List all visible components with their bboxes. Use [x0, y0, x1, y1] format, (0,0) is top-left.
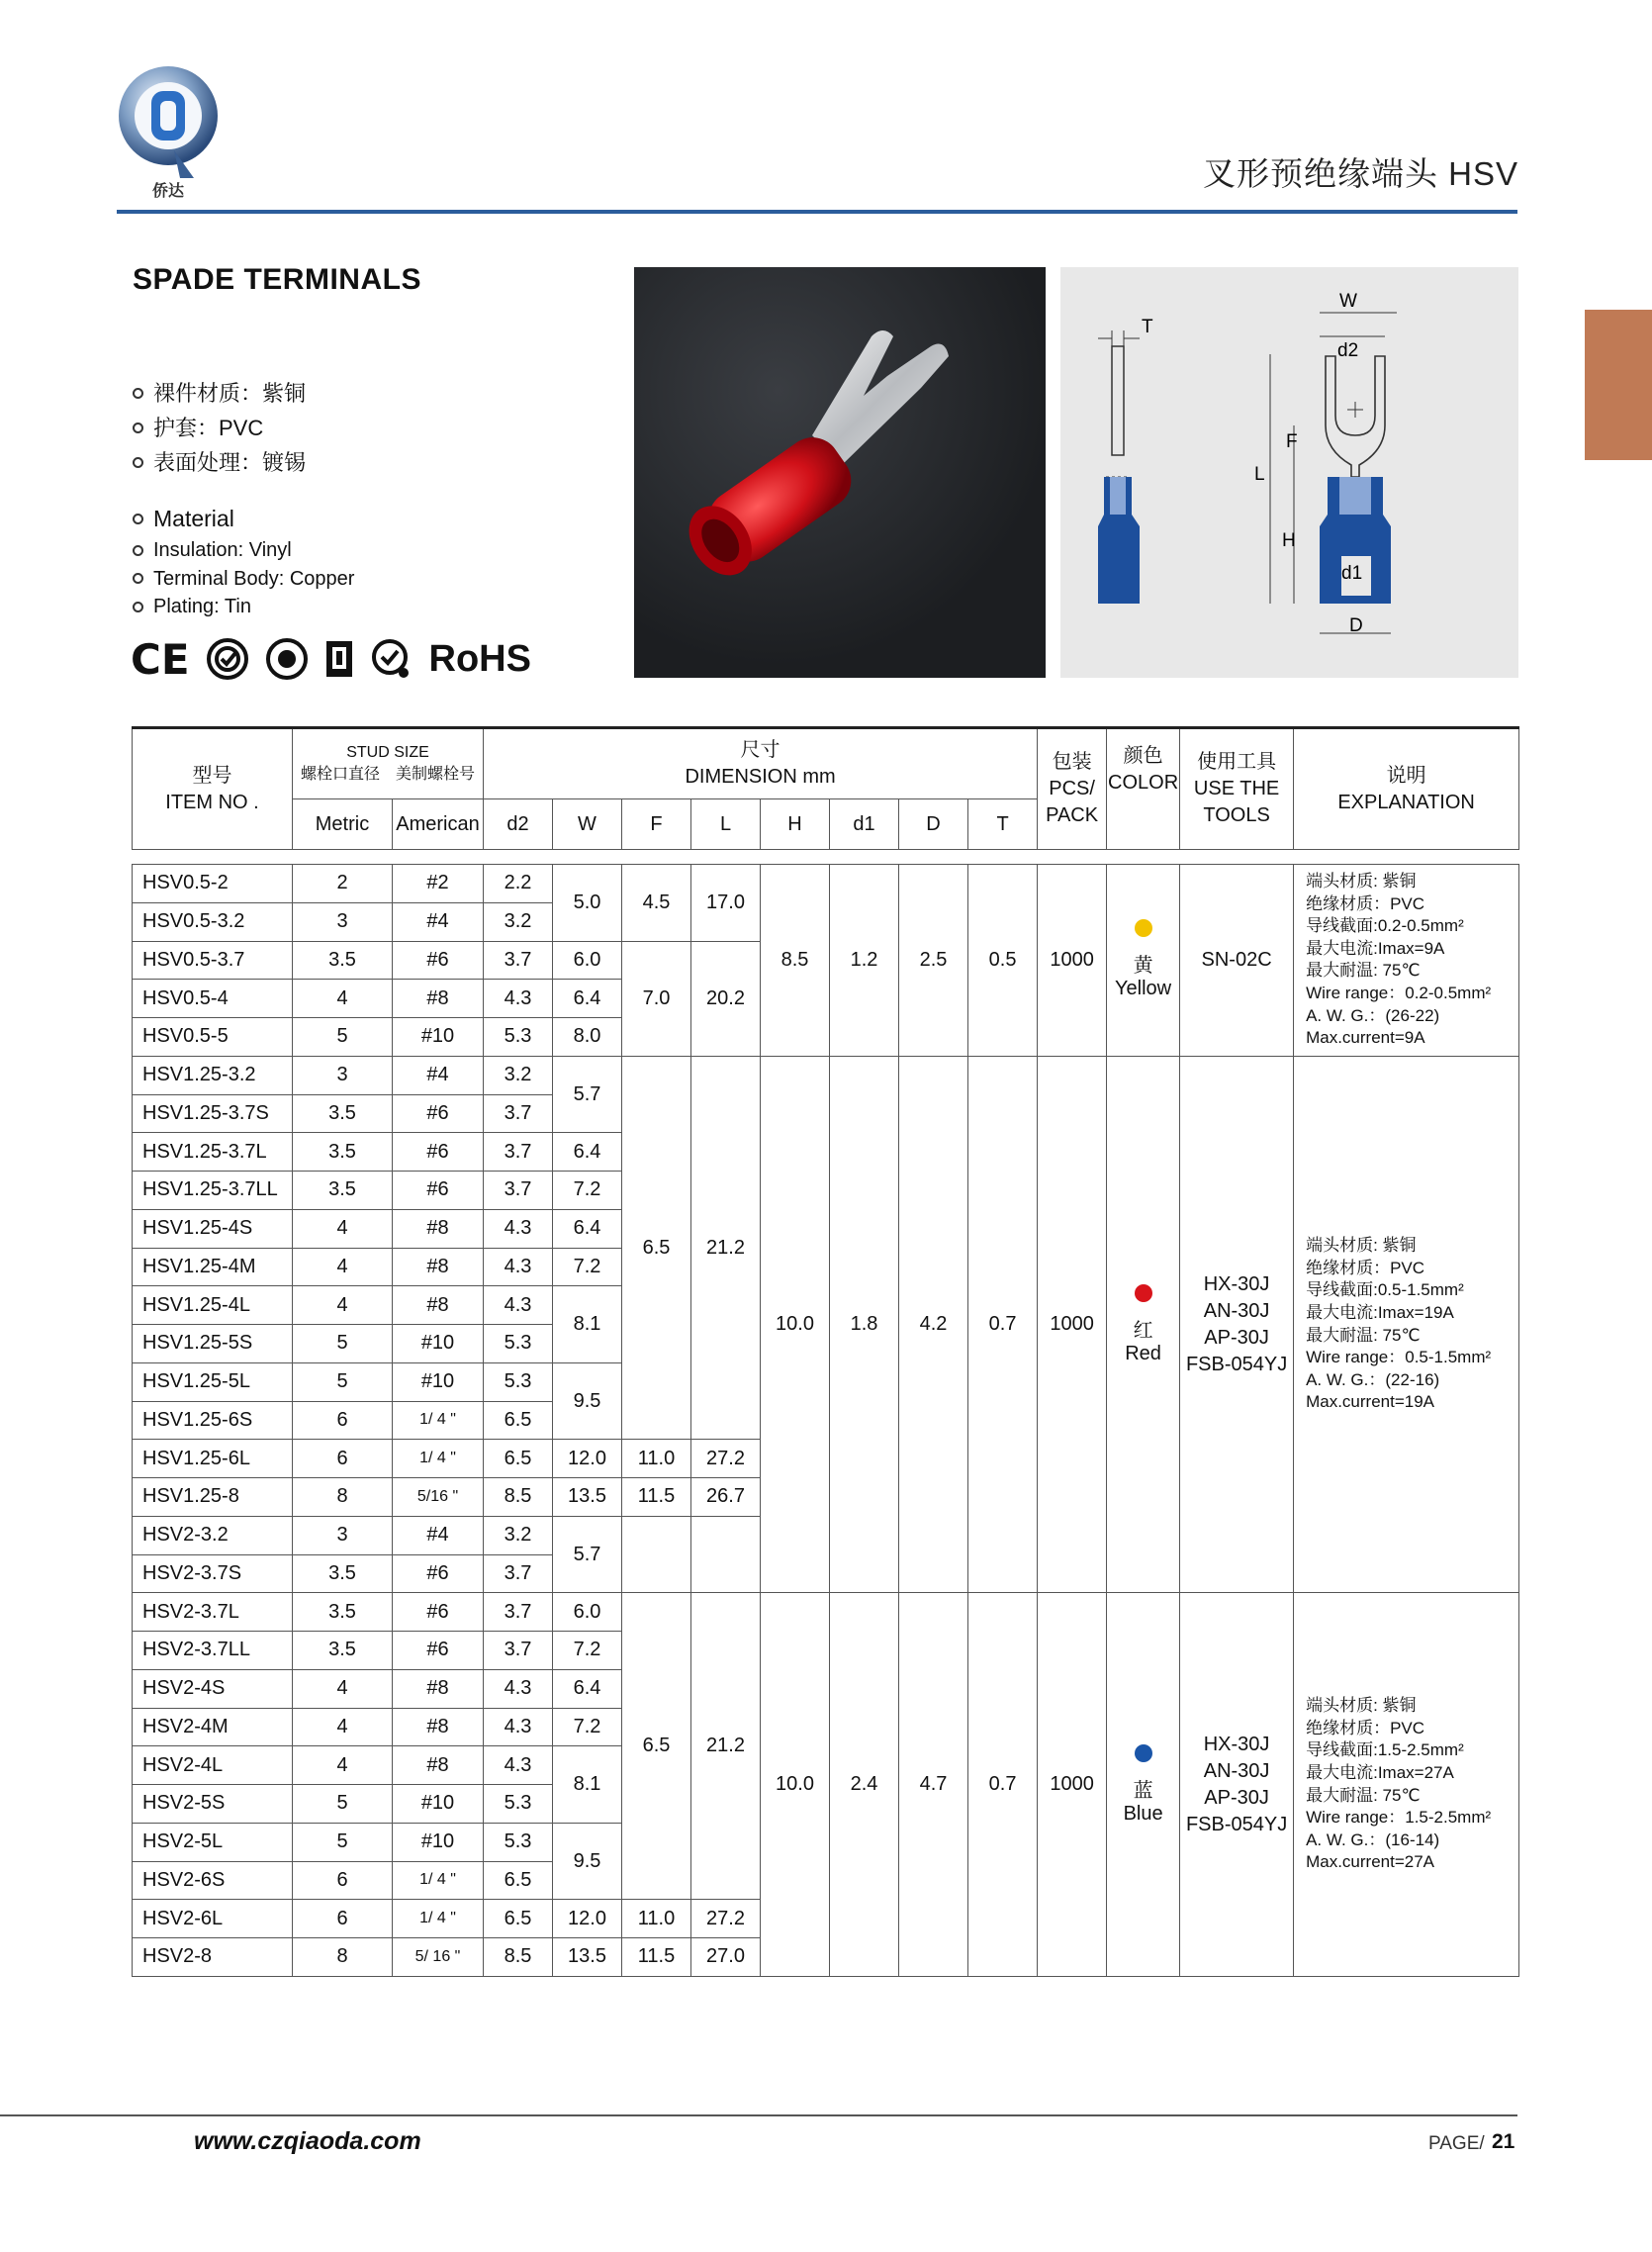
table-row: HSV1.25-3.7S 3.5 #6 3.7 [133, 1094, 1519, 1133]
col-header-d1: d1 [830, 799, 899, 850]
col-header-w: W [553, 799, 622, 850]
table-row: HSV1.25-4M 4 #8 4.3 7.2 [133, 1248, 1519, 1286]
company-logo [115, 61, 222, 205]
spec-table [132, 726, 1519, 1977]
spec-item: Terminal Body: Copper [133, 565, 354, 594]
certification-logos [131, 633, 531, 685]
bullet-icon [133, 602, 143, 612]
spec-item: 表面处理：镀锡 [133, 445, 306, 480]
product-photo [634, 267, 1046, 678]
table-row: HSV0.5-4 4 #8 4.3 6.4 [133, 980, 1519, 1018]
bullet-icon [133, 514, 143, 524]
svg-text:H: H [1282, 530, 1296, 551]
table-row: HSV2-6S 6 1/ 4 " 6.5 [133, 1861, 1519, 1900]
table-row: HSV1.25-5L 5 #10 5.3 9.5 [133, 1362, 1519, 1401]
section-tab-marker [1585, 310, 1652, 460]
table-row: HSV2-4L 4 #8 4.3 8.1 [133, 1746, 1519, 1785]
col-header-item: 型号 ITEM NO . [133, 728, 293, 850]
table-row: HSV0.5-3.7 3.5 #6 3.7 6.0 7.0 20.2 [133, 941, 1519, 980]
svg-text:d1: d1 [1341, 563, 1363, 584]
col-header-d2: d2 [484, 799, 553, 850]
table-row: HSV2-4M 4 #8 4.3 7.2 [133, 1708, 1519, 1746]
bullet-icon [133, 388, 143, 399]
ul-mark-icon [324, 639, 354, 679]
table-row: HSV2-5L 5 #10 5.3 9.5 [133, 1823, 1519, 1861]
table-row: HSV1.25-3.2 3 #4 3.2 5.7 6.5 21.2 10.0 1.8 4.2 0.7 1000 红 Red HX-30J AN-30J AP-30J FSB-054YJ 端头材质: 紫铜 绝缘材质：PVC 导线截面:0.5-1.5mm² 最大电流:Imax=19A 最大耐温: 75℃ Wire range：0.5-1.5mm² A. W. G.：(22-16) Max.current=19A [133, 1056, 1519, 1094]
table-row: HSV2-6L 6 1/ 4 " 6.5 12.0 11.0 27.2 [133, 1900, 1519, 1938]
bullet-icon [133, 545, 143, 556]
page-title: 叉形预绝缘端头 HSV [1202, 155, 1518, 192]
spec-item: 护套：PVC [133, 411, 306, 445]
table-row: HSV1.25-6L 6 1/ 4 " 6.5 12.0 11.0 27.2 [133, 1440, 1519, 1478]
color-swatch [1135, 919, 1152, 937]
tools-cell: HX-30J AN-30J AP-30J FSB-054YJ [1180, 1056, 1294, 1593]
table-row: HSV1.25-4L 4 #8 4.3 8.1 [133, 1286, 1519, 1325]
col-header-l: L [691, 799, 761, 850]
sgs-mark-icon [370, 637, 413, 681]
dimension-drawing [1060, 267, 1518, 678]
rohs-mark: RoHS [428, 637, 531, 680]
explanation-cell: 端头材质: 紫铜 绝缘材质：PVC 导线截面:0.2-0.5mm² 最大电流:Imax=9A 最大耐温: 75℃ Wire range：0.2-0.5mm² A. W. G.：(26-22) Max.current=9A [1294, 865, 1519, 1057]
col-header-dimension: 尺寸 DIMENSION mm [484, 728, 1038, 799]
table-row: HSV2-3.2 3 #4 3.2 5.7 [133, 1516, 1519, 1554]
table-row: HSV1.25-3.7LL 3.5 #6 3.7 7.2 [133, 1172, 1519, 1210]
tuv-mark-icon [265, 637, 309, 681]
product-title: SPADE TERMINALS [133, 263, 421, 296]
spec-item: Plating: Tin [133, 593, 354, 621]
page-number: 21 [1492, 2130, 1515, 2153]
svg-text:F: F [1286, 431, 1298, 452]
col-header-metric: Metric [293, 799, 393, 850]
bullet-icon [133, 457, 143, 468]
col-header-tools: 使用工具 USE THE TOOLS [1180, 728, 1294, 850]
table-row: HSV1.25-4S 4 #8 4.3 6.4 [133, 1209, 1519, 1248]
table-row: HSV1.25-6S 6 1/ 4 " 6.5 [133, 1401, 1519, 1440]
page-label: PAGE/ [1428, 2133, 1485, 2154]
logo-text: 侨达 [152, 183, 185, 200]
col-header-pack: 包装 PCS/ PACK [1038, 728, 1107, 850]
table-row: HSV2-3.7LL 3.5 #6 3.7 7.2 [133, 1632, 1519, 1670]
footer-divider [0, 2114, 1517, 2116]
color-swatch [1135, 1284, 1152, 1302]
spec-item: Insulation: Vinyl [133, 536, 354, 565]
color-cell: 黄 Yellow [1107, 865, 1180, 1057]
spec-item: 裸件材质：紫铜 [133, 376, 306, 411]
website-link[interactable]: www.czqiaoda.com [194, 2127, 421, 2155]
material-heading: Material [133, 506, 234, 532]
svg-text:L: L [1254, 464, 1265, 485]
col-header-d: D [899, 799, 968, 850]
svg-text:W: W [1339, 291, 1357, 312]
table-row: HSV0.5-3.2 3 #4 3.2 [133, 902, 1519, 941]
table-row: HSV2-8 8 5/ 16 " 8.5 13.5 11.5 27.0 [133, 1938, 1519, 1977]
color-cell: 蓝 Blue [1107, 1593, 1180, 1977]
color-swatch [1135, 1744, 1152, 1762]
col-header-color: 颜色 COLOR [1107, 728, 1180, 850]
col-header-t: T [968, 799, 1038, 850]
color-cell: 红 Red [1107, 1056, 1180, 1593]
col-header-h: H [761, 799, 830, 850]
table-row: HSV2-3.7S 3.5 #6 3.7 [133, 1554, 1519, 1593]
col-header-stud-size: STUD SIZE 螺栓口直径 美制螺栓号 [293, 728, 484, 799]
ccc-mark-icon [206, 637, 249, 681]
table-row: HSV1.25-3.7L 3.5 #6 3.7 6.4 [133, 1133, 1519, 1172]
explanation-cell: 端头材质: 紫铜 绝缘材质：PVC 导线截面:1.5-2.5mm² 最大电流:Imax=27A 最大耐温: 75℃ Wire range：1.5-2.5mm² A. W. G.：(16-14) Max.current=27A [1294, 1593, 1519, 1977]
spec-list-cn [133, 376, 306, 480]
bullet-icon [133, 422, 143, 433]
col-header-explanation: 说明 EXPLANATION [1294, 728, 1519, 850]
table-row: HSV0.5-5 5 #10 5.3 8.0 [133, 1018, 1519, 1057]
explanation-cell: 端头材质: 紫铜 绝缘材质：PVC 导线截面:0.5-1.5mm² 最大电流:Imax=19A 最大耐温: 75℃ Wire range：0.5-1.5mm² A. W. G.：(22-16) Max.current=19A [1294, 1056, 1519, 1593]
table-row: HSV1.25-5S 5 #10 5.3 [133, 1325, 1519, 1363]
tools-cell: HX-30J AN-30J AP-30J FSB-054YJ [1180, 1593, 1294, 1977]
table-row: HSV2-4S 4 #8 4.3 6.4 [133, 1669, 1519, 1708]
header-divider [117, 210, 1517, 214]
table-row: HSV0.5-2 2 #2 2.2 5.0 4.5 17.0 8.5 1.2 2.5 0.5 1000 黄 Yellow SN-02C 端头材质: 紫铜 绝缘材质：PVC 导线截面:0.2-0.5mm² 最大电流:Imax=9A 最大耐温: 75℃ Wire range：0.2-0.5mm² A. W. G.：(26-22) Max.current=9A [133, 865, 1519, 903]
svg-text:T: T [1142, 317, 1153, 337]
bullet-icon [133, 573, 143, 584]
col-header-f: F [622, 799, 691, 850]
svg-text:D: D [1349, 615, 1363, 636]
table-row: HSV2-5S 5 #10 5.3 [133, 1785, 1519, 1824]
table-row: HSV1.25-8 8 5/16 " 8.5 13.5 11.5 26.7 [133, 1478, 1519, 1517]
col-header-american: American [393, 799, 484, 850]
ce-mark: CE [131, 634, 190, 684]
table-row: HSV2-3.7L 3.5 #6 3.7 6.0 6.5 21.2 10.0 2.4 4.7 0.7 1000 蓝 Blue HX-30J AN-30J AP-30J FSB-054YJ 端头材质: 紫铜 绝缘材质：PVC 导线截面:1.5-2.5mm² 最大电流:Imax=27A 最大耐温: 75℃ Wire range：1.5-2.5mm² A. W. G.：(16-14) Max.current=27A [133, 1593, 1519, 1632]
spec-list-en [133, 536, 354, 621]
svg-text:d2: d2 [1337, 340, 1359, 361]
